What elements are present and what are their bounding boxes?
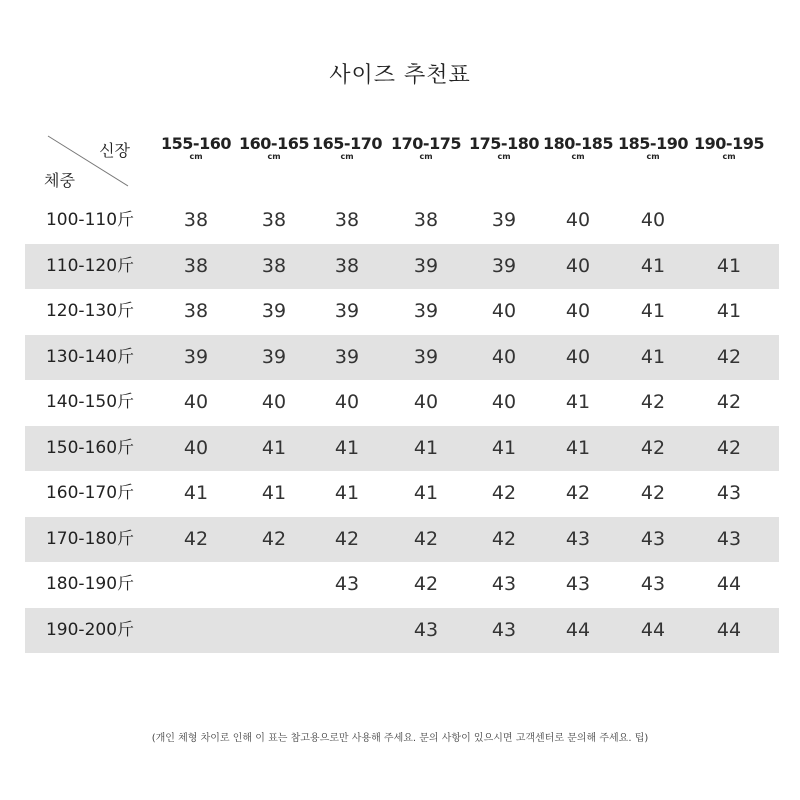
size-cell: 38 <box>183 300 209 322</box>
height-column-header <box>691 136 767 161</box>
size-cell: 42 <box>640 436 666 459</box>
weight-range-label: 100-110斤 <box>45 210 135 230</box>
size-cell <box>236 608 312 653</box>
size-cell: 42 <box>640 482 666 504</box>
size-cell: 41 <box>183 482 209 504</box>
size-cell: 39 <box>261 345 287 368</box>
height-range: 190-195 <box>694 134 764 153</box>
size-cell: 42 <box>413 573 439 595</box>
height-column-header <box>158 136 234 161</box>
size-cell: 40 <box>491 300 517 322</box>
size-cell: 40 <box>565 345 591 368</box>
table-row <box>25 426 779 471</box>
size-cell: 41 <box>640 254 666 277</box>
size-cell: 41 <box>413 436 439 459</box>
table-row <box>25 608 779 653</box>
size-cell: 41 <box>261 482 287 504</box>
weight-range-label: 130-140斤 <box>45 346 135 367</box>
size-cell <box>158 608 234 653</box>
height-unit: cm <box>340 152 354 161</box>
weight-axis-label: 체중 <box>44 171 75 190</box>
height-axis-label: 신장 <box>99 141 130 160</box>
height-column-header <box>309 136 385 161</box>
size-cell: 42 <box>491 527 517 550</box>
height-range: 165-170 <box>312 134 382 153</box>
size-cell: 40 <box>565 254 591 277</box>
size-cell: 39 <box>334 300 360 322</box>
size-cell: 41 <box>640 300 666 322</box>
size-cell: 43 <box>334 573 360 595</box>
height-range: 185-190 <box>618 134 688 153</box>
table-row <box>25 244 779 289</box>
size-cell: 38 <box>261 254 287 277</box>
size-cell: 44 <box>640 618 666 641</box>
size-cell: 39 <box>413 345 439 368</box>
size-cell: 42 <box>334 527 360 550</box>
size-cell: 39 <box>413 300 439 322</box>
size-cell <box>236 562 312 607</box>
height-unit: cm <box>646 152 660 161</box>
page-title: 사이즈 추천표 <box>329 63 471 88</box>
height-column-header <box>615 136 691 161</box>
footnote: (개인 체형 차이로 인해 이 표는 참고용으로만 사용해 주세요. 문의 사항이 있으시면 고객센터로 문의해 주세요. 팁) <box>151 733 649 744</box>
size-cell: 38 <box>334 254 360 277</box>
size-cell: 40 <box>334 391 360 413</box>
height-unit: cm <box>189 152 203 161</box>
size-cell <box>309 608 385 653</box>
size-cell: 42 <box>640 391 666 413</box>
size-cell: 40 <box>640 209 666 231</box>
size-cell: 39 <box>413 254 439 277</box>
size-cell: 38 <box>261 209 287 231</box>
size-cell: 43 <box>565 527 591 550</box>
size-cell: 39 <box>261 300 287 322</box>
weight-range-label: 180-190斤 <box>45 574 135 594</box>
height-range: 175-180 <box>469 134 539 153</box>
weight-range-label: 160-170斤 <box>45 483 135 503</box>
size-cell: 39 <box>491 209 517 231</box>
table-row <box>25 380 779 425</box>
size-cell: 43 <box>565 573 591 595</box>
size-cell <box>158 562 234 607</box>
size-cell: 40 <box>565 300 591 322</box>
size-cell: 41 <box>565 391 591 413</box>
size-cell: 43 <box>716 527 742 550</box>
size-cell: 40 <box>183 391 209 413</box>
size-cell: 39 <box>491 254 517 277</box>
height-column-header <box>466 136 542 161</box>
size-cell: 38 <box>334 209 360 231</box>
size-cell: 40 <box>413 391 439 413</box>
size-cell: 38 <box>183 209 209 231</box>
weight-range-label: 120-130斤 <box>45 301 135 321</box>
size-cell: 40 <box>565 209 591 231</box>
size-cell: 43 <box>491 618 517 641</box>
size-cell: 39 <box>334 345 360 368</box>
size-cell: 43 <box>716 482 742 504</box>
size-cell: 42 <box>565 482 591 504</box>
table-row <box>25 335 779 380</box>
table-row <box>25 471 779 516</box>
weight-range-label: 140-150斤 <box>45 392 135 412</box>
height-range: 180-185 <box>543 134 613 153</box>
height-range: 155-160 <box>161 134 231 153</box>
size-cell: 41 <box>565 436 591 459</box>
size-cell: 42 <box>716 345 742 368</box>
size-cell: 44 <box>565 618 591 641</box>
size-cell: 41 <box>413 482 439 504</box>
size-cell: 42 <box>261 527 287 550</box>
table-row <box>25 198 779 243</box>
size-cell: 41 <box>334 482 360 504</box>
size-cell: 43 <box>640 573 666 595</box>
size-cell: 43 <box>491 573 517 595</box>
size-cell: 44 <box>716 618 742 641</box>
size-cell: 40 <box>183 436 209 459</box>
table-corner-header <box>30 128 160 192</box>
size-cell: 44 <box>716 573 742 595</box>
height-unit: cm <box>722 152 736 161</box>
height-unit: cm <box>497 152 511 161</box>
weight-range-label: 150-160斤 <box>45 437 135 458</box>
height-column-header <box>540 136 616 161</box>
table-row <box>25 289 779 334</box>
size-cell: 43 <box>413 618 439 641</box>
size-cell: 38 <box>413 209 439 231</box>
table-row <box>25 517 779 562</box>
table-row <box>25 562 779 607</box>
size-cell: 42 <box>716 436 742 459</box>
height-range: 170-175 <box>391 134 461 153</box>
height-column-header <box>236 136 312 161</box>
size-cell: 38 <box>183 254 209 277</box>
size-cell: 42 <box>413 527 439 550</box>
height-range: 160-165 <box>239 134 309 153</box>
height-unit: cm <box>267 152 281 161</box>
size-cell: 39 <box>183 345 209 368</box>
size-cell: 41 <box>640 345 666 368</box>
size-cell: 42 <box>716 391 742 413</box>
size-cell: 41 <box>716 300 742 322</box>
size-cell: 41 <box>716 254 742 277</box>
size-cell: 41 <box>261 436 287 459</box>
size-cell: 41 <box>491 436 517 459</box>
size-cell <box>691 198 767 243</box>
size-cell: 42 <box>183 527 209 550</box>
height-unit: cm <box>419 152 433 161</box>
size-cell: 42 <box>491 482 517 504</box>
height-column-header <box>388 136 464 161</box>
size-cell: 41 <box>334 436 360 459</box>
weight-range-label: 170-180斤 <box>45 528 135 549</box>
size-cell: 40 <box>491 391 517 413</box>
weight-range-label: 110-120斤 <box>45 255 135 276</box>
size-cell: 43 <box>640 527 666 550</box>
weight-range-label: 190-200斤 <box>45 619 135 640</box>
size-cell: 40 <box>491 345 517 368</box>
height-unit: cm <box>571 152 585 161</box>
size-cell: 40 <box>261 391 287 413</box>
